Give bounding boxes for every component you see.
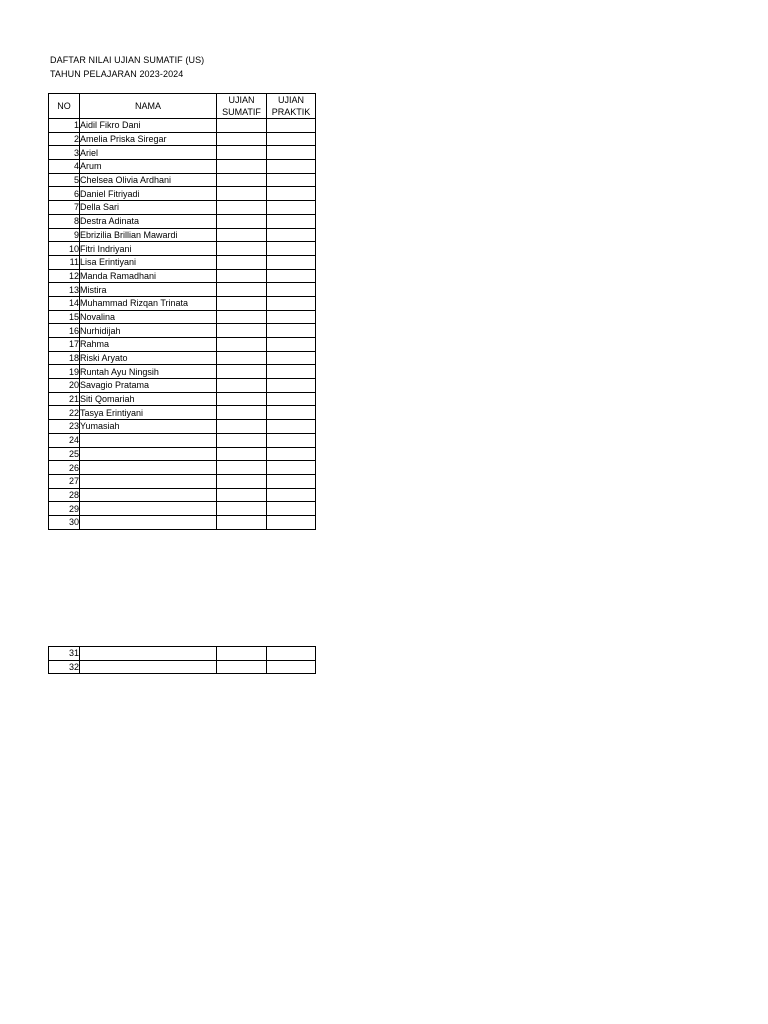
- cell-ujian-sumatif: [217, 296, 267, 310]
- cell-ujian-praktik: [267, 338, 316, 352]
- cell-no: 28: [49, 488, 80, 502]
- table-row: [49, 338, 316, 352]
- cell-ujian-praktik: [267, 283, 316, 297]
- cell-ujian-sumatif: [217, 173, 267, 187]
- table-row: [49, 173, 316, 187]
- cell-nama: [80, 447, 217, 461]
- cell-ujian-sumatif: [217, 310, 267, 324]
- cell-ujian-sumatif: [217, 461, 267, 475]
- table-row: [49, 392, 316, 406]
- cell-nama: Novalina: [80, 310, 217, 324]
- cell-nama: Tasya Erintiyani: [80, 406, 217, 420]
- cell-ujian-praktik: [267, 132, 316, 146]
- cell-nama: [80, 433, 217, 447]
- cell-nama: Amelia Priska Siregar: [80, 132, 217, 146]
- cell-ujian-praktik: [267, 351, 316, 365]
- cell-no: 8: [49, 214, 80, 228]
- cell-ujian-sumatif: [217, 502, 267, 516]
- table-row: [49, 201, 316, 215]
- cell-no: 15: [49, 310, 80, 324]
- cell-no: 31: [49, 647, 80, 661]
- cell-ujian-praktik: [267, 660, 316, 674]
- cell-ujian-sumatif: [217, 201, 267, 215]
- cell-no: 11: [49, 255, 80, 269]
- cell-no: 16: [49, 324, 80, 338]
- table-row: [49, 515, 316, 529]
- cell-ujian-praktik: [267, 515, 316, 529]
- table-row: [49, 242, 316, 256]
- table-header-row: [49, 94, 316, 119]
- cell-ujian-praktik: [267, 488, 316, 502]
- cell-no: 24: [49, 433, 80, 447]
- table-row: [49, 283, 316, 297]
- cell-ujian-praktik: [267, 310, 316, 324]
- table-row: [49, 474, 316, 488]
- cell-ujian-sumatif: [217, 187, 267, 201]
- cell-no: 29: [49, 502, 80, 516]
- cell-ujian-sumatif: [217, 392, 267, 406]
- cell-ujian-sumatif: [217, 242, 267, 256]
- cell-nama: Ebrizilia Brillian Mawardi: [80, 228, 217, 242]
- cell-ujian-praktik: [267, 201, 316, 215]
- cell-no: 21: [49, 392, 80, 406]
- cell-no: 13: [49, 283, 80, 297]
- cell-no: 23: [49, 420, 80, 434]
- grade-table-body: [49, 119, 316, 530]
- table-row: [49, 146, 316, 160]
- cell-ujian-praktik: [267, 160, 316, 174]
- cell-ujian-praktik: [267, 406, 316, 420]
- cell-ujian-praktik: [267, 269, 316, 283]
- cell-no: 12: [49, 269, 80, 283]
- cell-no: 22: [49, 406, 80, 420]
- cell-no: 25: [49, 447, 80, 461]
- cell-no: 10: [49, 242, 80, 256]
- grade-table-continuation: [48, 646, 316, 674]
- cell-nama: [80, 488, 217, 502]
- cell-ujian-sumatif: [217, 433, 267, 447]
- table-row: [49, 132, 316, 146]
- column-header-ujian-sumatif: UJIAN SUMATIF: [217, 94, 267, 119]
- cell-no: 4: [49, 160, 80, 174]
- cell-ujian-sumatif: [217, 228, 267, 242]
- grade-table: [48, 93, 316, 530]
- column-header-no: NO: [49, 94, 80, 119]
- cell-ujian-sumatif: [217, 406, 267, 420]
- cell-ujian-praktik: [267, 647, 316, 661]
- cell-ujian-sumatif: [217, 447, 267, 461]
- cell-no: 6: [49, 187, 80, 201]
- cell-ujian-praktik: [267, 228, 316, 242]
- cell-no: 19: [49, 365, 80, 379]
- cell-ujian-sumatif: [217, 474, 267, 488]
- table-row: [49, 255, 316, 269]
- cell-no: 27: [49, 474, 80, 488]
- cell-ujian-praktik: [267, 365, 316, 379]
- table-row: [49, 160, 316, 174]
- cell-ujian-sumatif: [217, 255, 267, 269]
- cell-nama: Aidil Fikro Dani: [80, 119, 217, 133]
- cell-nama: Muhammad Rizqan Trinata: [80, 296, 217, 310]
- cell-nama: Ariel: [80, 146, 217, 160]
- cell-no: 20: [49, 379, 80, 393]
- table-row: [49, 119, 316, 133]
- cell-ujian-praktik: [267, 433, 316, 447]
- cell-ujian-praktik: [267, 146, 316, 160]
- cell-no: 2: [49, 132, 80, 146]
- cell-ujian-praktik: [267, 187, 316, 201]
- cell-nama: Runtah Ayu Ningsih: [80, 365, 217, 379]
- cell-nama: Chelsea Olivia Ardhani: [80, 173, 217, 187]
- table-row: [49, 365, 316, 379]
- cell-ujian-praktik: [267, 379, 316, 393]
- cell-no: 7: [49, 201, 80, 215]
- cell-ujian-praktik: [267, 392, 316, 406]
- cell-no: 9: [49, 228, 80, 242]
- cell-ujian-praktik: [267, 214, 316, 228]
- cell-ujian-praktik: [267, 119, 316, 133]
- cell-nama: Siti Qomariah: [80, 392, 217, 406]
- cell-nama: Rahma: [80, 338, 217, 352]
- cell-nama: Riski Aryato: [80, 351, 217, 365]
- cell-ujian-sumatif: [217, 160, 267, 174]
- cell-ujian-praktik: [267, 474, 316, 488]
- cell-ujian-praktik: [267, 420, 316, 434]
- cell-ujian-praktik: [267, 461, 316, 475]
- cell-no: 32: [49, 660, 80, 674]
- grade-table-continuation-body: [49, 647, 316, 674]
- cell-no: 17: [49, 338, 80, 352]
- table-row: [49, 660, 316, 674]
- cell-ujian-sumatif: [217, 365, 267, 379]
- column-header-nama: NAMA: [80, 94, 217, 119]
- table-row: [49, 406, 316, 420]
- cell-no: 1: [49, 119, 80, 133]
- cell-nama: Savagio Pratama: [80, 379, 217, 393]
- cell-no: 26: [49, 461, 80, 475]
- cell-ujian-sumatif: [217, 214, 267, 228]
- cell-ujian-sumatif: [217, 324, 267, 338]
- cell-ujian-sumatif: [217, 338, 267, 352]
- cell-nama: [80, 515, 217, 529]
- document-title: DAFTAR NILAI UJIAN SUMATIF (US): [50, 55, 205, 65]
- table-row: [49, 379, 316, 393]
- cell-ujian-praktik: [267, 502, 316, 516]
- table-row: [49, 461, 316, 475]
- cell-nama: Della Sari: [80, 201, 217, 215]
- cell-nama: Lisa Erintiyani: [80, 255, 217, 269]
- cell-no: 18: [49, 351, 80, 365]
- cell-nama: Daniel Fitriyadi: [80, 187, 217, 201]
- cell-nama: Yumasiah: [80, 420, 217, 434]
- cell-ujian-praktik: [267, 242, 316, 256]
- table-row: [49, 228, 316, 242]
- cell-ujian-praktik: [267, 447, 316, 461]
- cell-nama: [80, 502, 217, 516]
- cell-no: 5: [49, 173, 80, 187]
- table-row: [49, 433, 316, 447]
- table-row: [49, 502, 316, 516]
- table-row: [49, 269, 316, 283]
- cell-no: 14: [49, 296, 80, 310]
- cell-ujian-praktik: [267, 173, 316, 187]
- cell-nama: Arum: [80, 160, 217, 174]
- cell-nama: Destra Adinata: [80, 214, 217, 228]
- cell-nama: Mistira: [80, 283, 217, 297]
- cell-ujian-sumatif: [217, 351, 267, 365]
- cell-ujian-sumatif: [217, 132, 267, 146]
- table-row: [49, 647, 316, 661]
- table-row: [49, 447, 316, 461]
- cell-ujian-sumatif: [217, 283, 267, 297]
- cell-ujian-sumatif: [217, 515, 267, 529]
- document-header: [50, 53, 204, 81]
- cell-nama: Manda Ramadhani: [80, 269, 217, 283]
- cell-nama: Nurhidijah: [80, 324, 217, 338]
- cell-ujian-sumatif: [217, 119, 267, 133]
- cell-ujian-praktik: [267, 255, 316, 269]
- cell-nama: Fitri Indriyani: [80, 242, 217, 256]
- cell-ujian-praktik: [267, 324, 316, 338]
- cell-nama: [80, 461, 217, 475]
- cell-ujian-sumatif: [217, 269, 267, 283]
- cell-ujian-sumatif: [217, 488, 267, 502]
- cell-ujian-sumatif: [217, 379, 267, 393]
- table-row: [49, 310, 316, 324]
- cell-no: 3: [49, 146, 80, 160]
- cell-nama: [80, 647, 217, 661]
- column-header-ujian-praktik: UJIAN PRAKTIK: [267, 94, 316, 119]
- table-row: [49, 214, 316, 228]
- cell-ujian-sumatif: [217, 420, 267, 434]
- cell-nama: [80, 660, 217, 674]
- table-row: [49, 488, 316, 502]
- table-row: [49, 351, 316, 365]
- cell-ujian-praktik: [267, 296, 316, 310]
- table-row: [49, 420, 316, 434]
- cell-ujian-sumatif: [217, 647, 267, 661]
- cell-nama: [80, 474, 217, 488]
- cell-ujian-sumatif: [217, 660, 267, 674]
- cell-ujian-sumatif: [217, 146, 267, 160]
- table-row: [49, 296, 316, 310]
- document-subtitle: TAHUN PELAJARAN 2023-2024: [50, 69, 184, 79]
- cell-no: 30: [49, 515, 80, 529]
- table-row: [49, 187, 316, 201]
- table-row: [49, 324, 316, 338]
